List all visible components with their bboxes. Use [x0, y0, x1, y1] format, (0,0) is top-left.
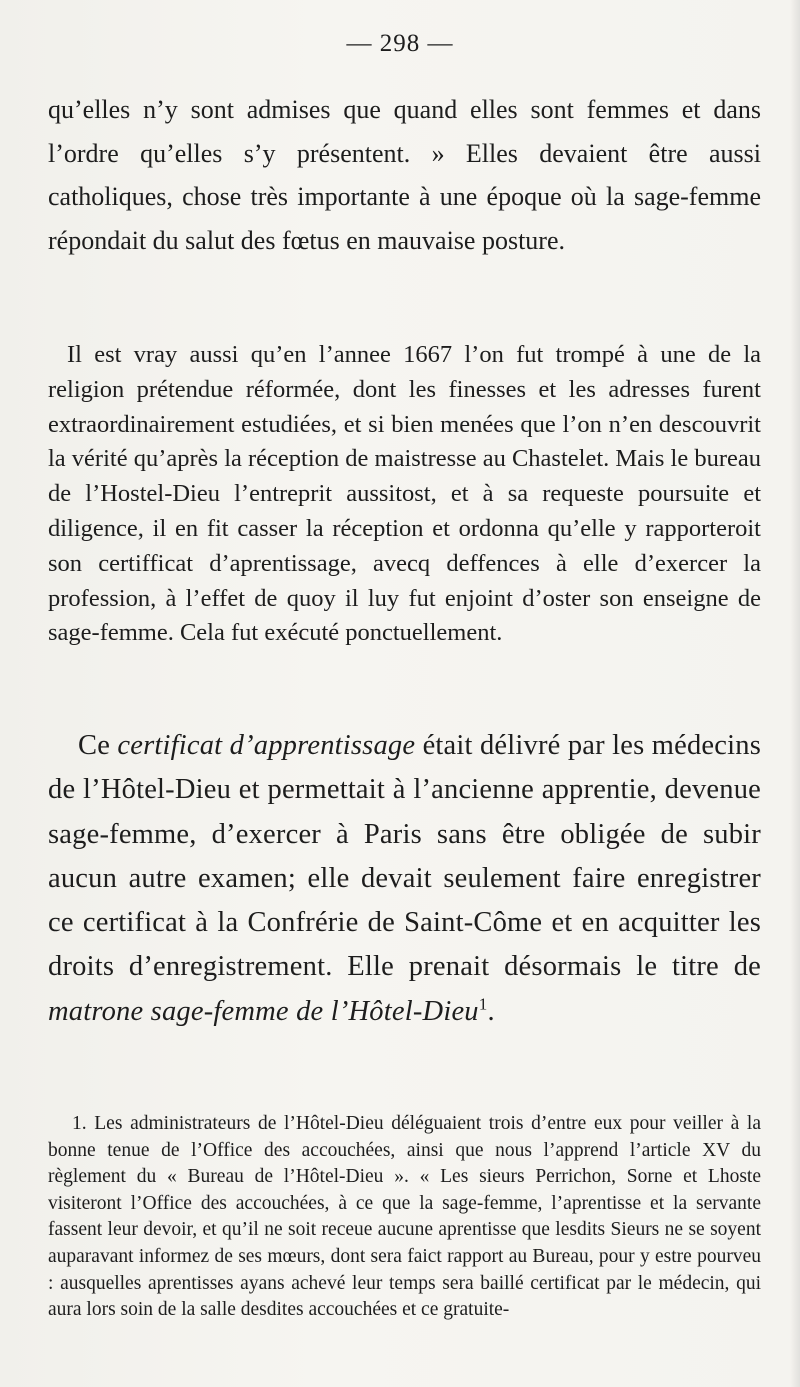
body-italic-matrone: matrone sage-femme de l’Hôtel-Dieu: [48, 995, 479, 1027]
body-paragraph: [48, 724, 761, 1034]
page-edge-shadow: [790, 0, 800, 1387]
quote-paragraph: [48, 338, 761, 651]
quote-continuation: [48, 88, 761, 262]
page-number: — 298 —: [346, 30, 454, 57]
footnote: [48, 1111, 761, 1324]
footnote-text: 1. Les administrateurs de l’Hôtel-Dieu déléguaient trois d’entre eux pour veiller à la bonne tenue de l’Office des accouchées, ainsi que nous l’apprend l’article XV du règlement du « Bureau de l’Hôtel-Dieu ». « Les sieurs Perrichon, Sorne et Lhoste visiteront l’Office des accouchées, à ce que la sage-femme, l’aprentisse et la servante fassent leur devoir, et qu’il ne soit receue aucune aprentisse que lesdits Sieurs ne se soyent auparavant informez de ses mœurs, dont sera faict rapport au Bureau, pour y estre pourveu : ausquelles aprentisses ayans achevé leur temps sera baillé certificat par le médecin, qui aura lors soin de la salle desdites accouchées et ce gratuite-: [48, 1113, 761, 1321]
body-text-1: Ce: [78, 730, 118, 761]
quote-paragraph-text: Il est vray aussi qu’en l’annee 1667 l’on fut trompé à une de la religion prétendue réformée, dont les finesses et les adresses furent extraordinairement estudiées, et si bien menées que l’on n’en descouvrit la vérité qu’après la réception de maistresse au Chastelet. Mais le bureau de l’Hostel-Dieu l’entreprit aussitost, et à sa requeste poursuite et diligence, il en fit casser la réception et ordonna qu’elle y rapporteroit son certifficat d’aprentissage, avecq deffences à elle d’exercer la profession, à l’effet de quoy il luy fut enjoint d’oster son enseigne de sage-femme. Cela fut exécuté ponctuellement.: [48, 341, 761, 647]
body-italic-certificat: certificat d’apprentissage: [117, 730, 416, 761]
footnote-reference: 1: [478, 994, 488, 1014]
body-text-2: était délivré par les médecins de l’Hôtel-Dieu et permettait à l’ancienne apprentie, devenue sage-femme, d’exercer à Paris sans être obligée de subir aucun autre examen; elle devait seulement faire enregistrer ce certificat à la Confrérie de Saint-Côme et en acquitter les droits d’enregistrement. Elle prenait désormais le titre de: [48, 730, 761, 983]
body-text-3: .: [487, 995, 495, 1027]
quote-continuation-text: qu’elles n’y sont admises que quand elles sont femmes et dans l’ordre qu’elles s’y présentent. » Elles devaient être aussi catholiques, chose très importante à une époque où la sage-femme répondait du salut des fœtus en mauvaise posture.: [48, 95, 761, 255]
body-paragraph-text: [48, 724, 761, 1034]
